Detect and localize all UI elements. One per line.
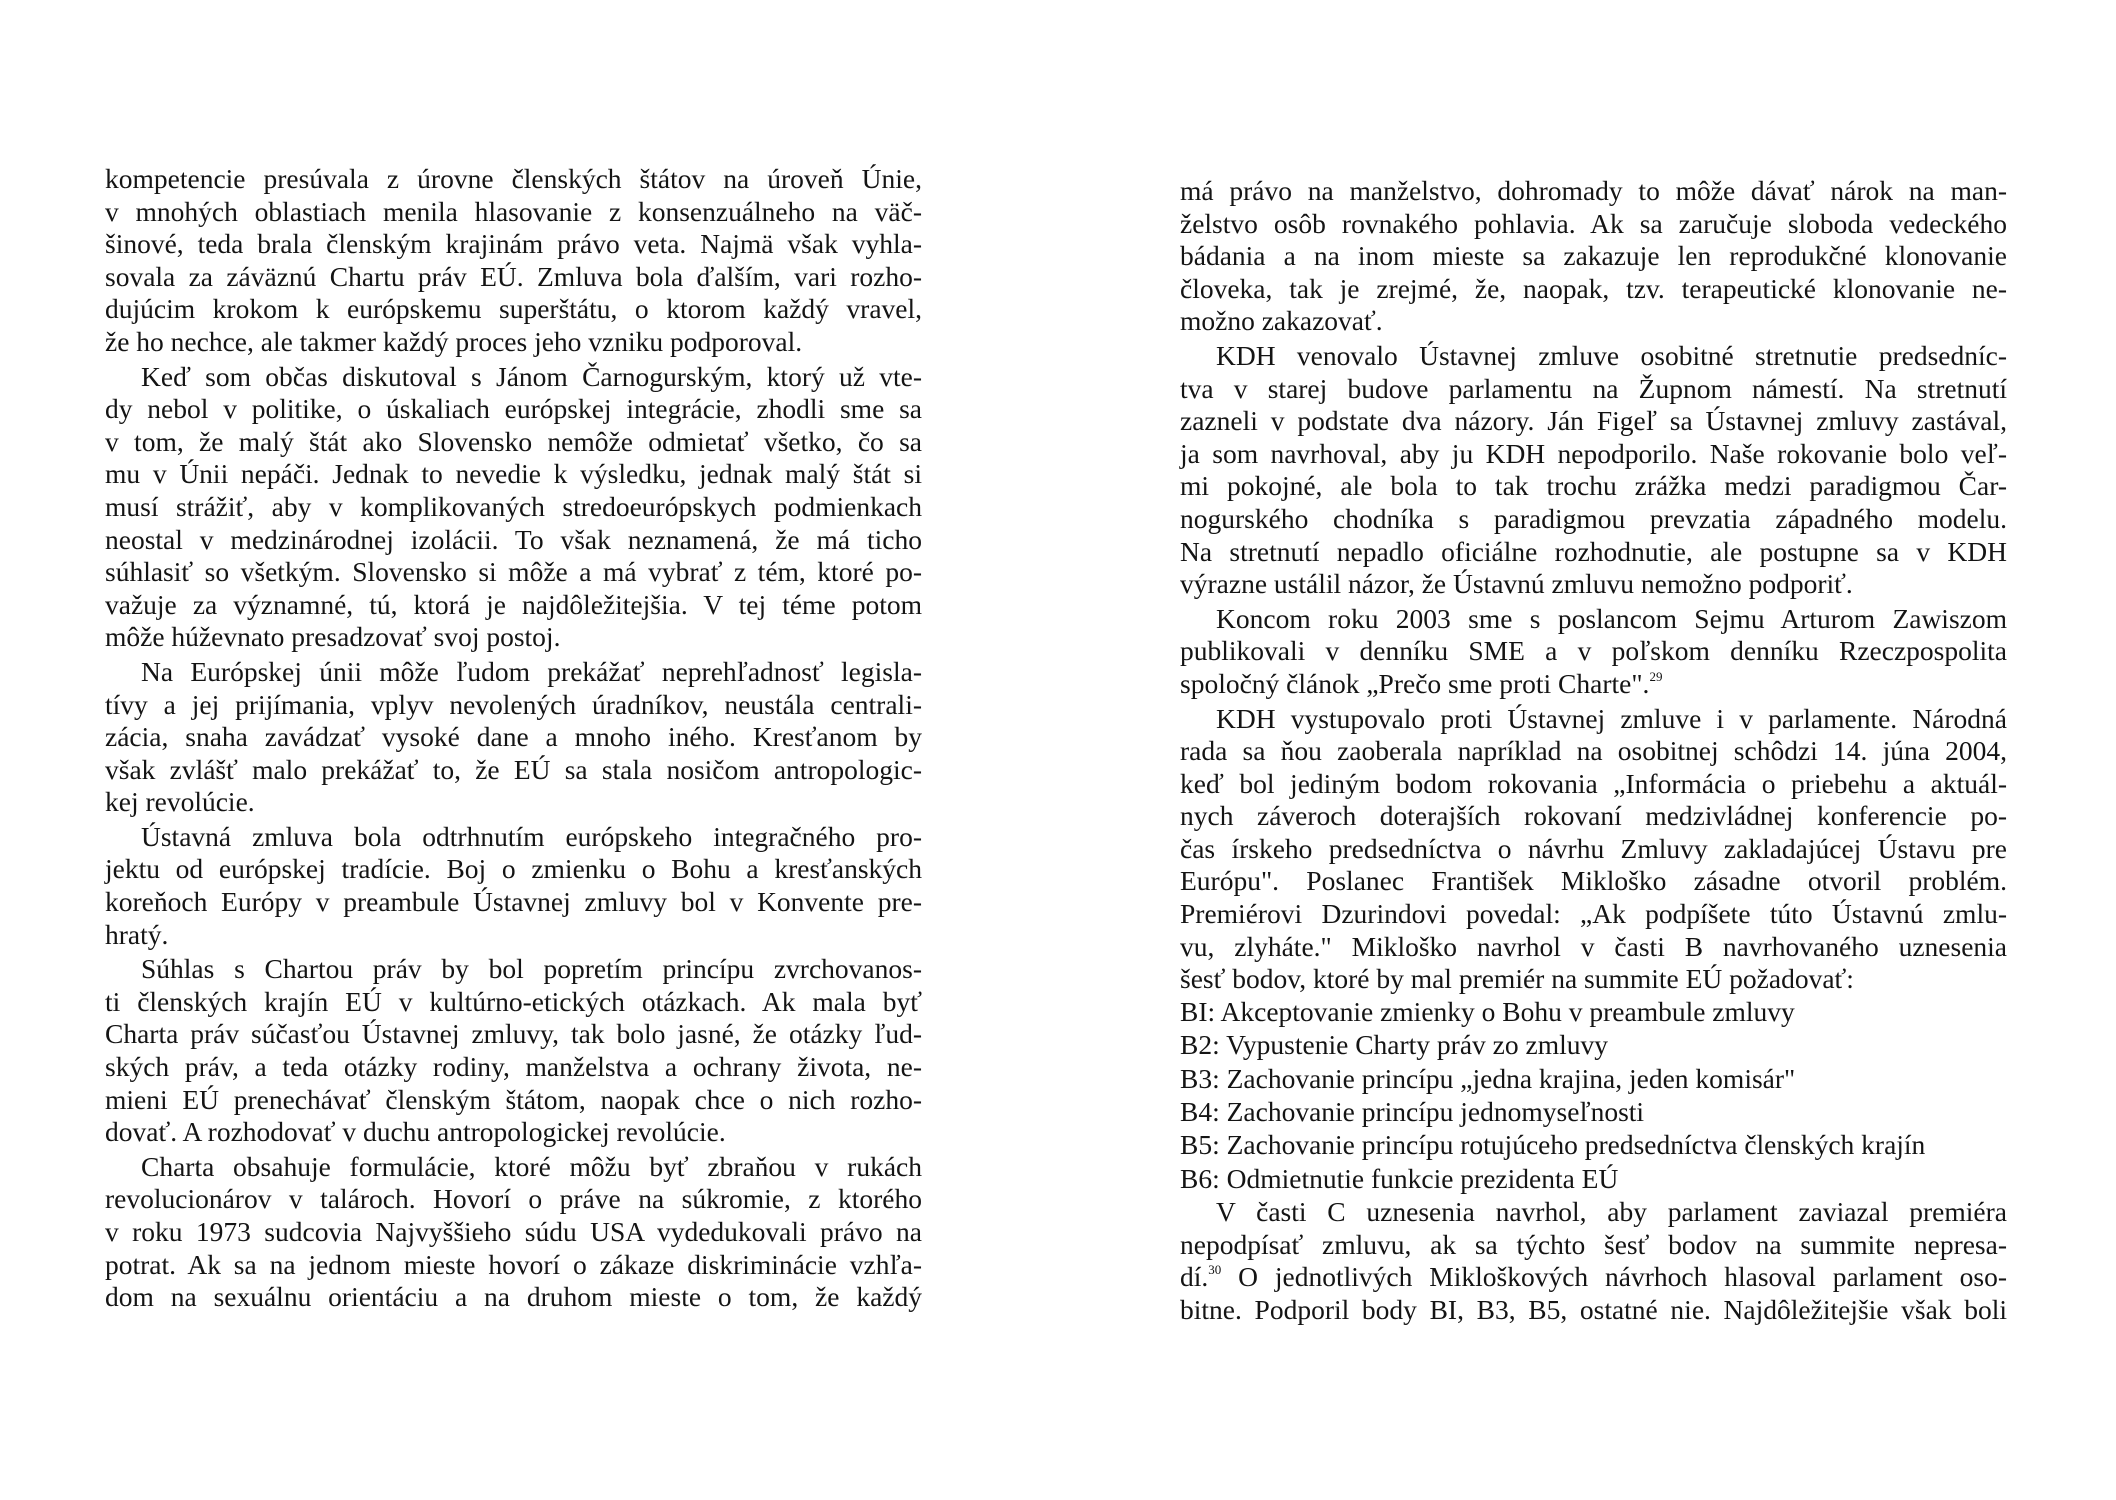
- text-line: sovala za záväznú Chartu práv EÚ. Zmluva bola ďalším, vari rozho-: [105, 260, 922, 292]
- text-line: musí strážiť, aby v komplikovaných stredoeurópskych podmienkach: [105, 490, 922, 522]
- list-item-b4: B4: Zachovanie princípu jednomyseľnosti: [1180, 1096, 1645, 1128]
- text-line: revolucionárov v talároch. Hovorí o práve na súkromie, z ktorého: [105, 1183, 922, 1215]
- text-line: dovať. A rozhodovať v duchu antropologickej revolúcie.: [105, 1116, 726, 1148]
- paragraph: [105, 1151, 922, 1314]
- text-line: však zvlášť malo prekážať to, že EÚ sa stala nosičom antropologic-: [105, 753, 922, 785]
- text-line: mieni EÚ prenechávať členským štátom, naopak chce o nich rozho-: [105, 1083, 922, 1115]
- text-line: človeka, tak je zrejmé, že, naopak, tzv. terapeutické klonovanie ne-: [1180, 272, 2007, 304]
- text-line-with-footnote: [1180, 1261, 2007, 1294]
- right-page: [1058, 0, 2116, 1500]
- text-line: súhlasiť so všetkým. Slovensko si môže a má vybrať z tém, ktoré po-: [105, 556, 922, 588]
- text-segment: dí.: [1180, 1261, 1209, 1293]
- text-line: Charta práv súčasťou Ústavnej zmluvy, tak bolo jasné, že otázky ľud-: [105, 1018, 922, 1050]
- text-segment: O jednotlivých Mikloškových návrhoch hlasoval parlament oso-: [1221, 1261, 2007, 1293]
- text-line: publikovali v denníku SME a v poľskom denníku Rzeczpospolita: [1180, 635, 2007, 667]
- paragraph: [1180, 603, 2007, 701]
- text-line: bitne. Podporil body BI, B3, B5, ostatné nie. Najdôležitejšie však boli: [1180, 1293, 2007, 1325]
- text-line: želstvo osôb rovnakého pohlavia. Ak sa zaručuje sloboda vedeckého: [1180, 207, 2007, 239]
- text-line: kompetencie presúvala z úrovne členských štátov na úroveň Únie,: [105, 163, 922, 194]
- text-line: Súhlas s Chartou práv by bol popretím princípu zvrchovanos-: [141, 953, 922, 985]
- paragraph: [1180, 175, 2007, 338]
- paragraph: [1180, 703, 2007, 996]
- list-item-b5: B5: Zachovanie princípu rotujúceho predsedníctva členských krajín: [1180, 1129, 1926, 1161]
- text-line: možno zakazovať.: [1180, 305, 1383, 337]
- text-line: neostal v medzinárodnej izolácii. To však neznamená, že má ticho: [105, 523, 922, 555]
- text-line: dom na sexuálnu orientáciu a na druhom mieste o tom, že každý: [105, 1281, 922, 1313]
- paragraph: [105, 656, 922, 819]
- text-line: ti členských krajín EÚ v kultúrno-etických otázkach. Ak mala byť: [105, 985, 922, 1017]
- text-line: Koncom roku 2003 sme s poslancom Sejmu Arturom Zawiszom: [1216, 602, 2007, 634]
- text-line: čas írskeho predsedníctva o návrhu Zmluvy zakladajúcej Ústavu pre: [1180, 832, 2007, 864]
- text-line: keď bol jediným bodom rokovania „Informácia o priebehu a aktuál-: [1180, 767, 2007, 799]
- paragraph: [105, 953, 922, 1149]
- text-line: Premiérovi Dzurindovi povedal: „Ak podpíšete túto Ústavnú zmlu-: [1180, 898, 2007, 930]
- text-line: nych záveroch doterajších rokovaní medzivládnej konferencie po-: [1180, 800, 2007, 832]
- text-line: má právo na manželstvo, dohromady to môže dávať nárok na man-: [1180, 175, 2007, 206]
- text-line: Na Európskej únii môže ľudom prekážať neprehľadnosť legisla-: [141, 655, 922, 687]
- text-line: zácia, snaha zavádzať vysoké dane a mnoho iného. Kresťanom by: [105, 721, 922, 753]
- footnote-marker[interactable]: 29: [1649, 668, 1663, 684]
- text-line: Na stretnutí nepadlo oficiálne rozhodnutie, ale postupne sa v KDH: [1180, 535, 2007, 567]
- left-page-text: [105, 163, 922, 1314]
- text-line: vu, zlyháte." Mikloško navrhol v časti B navrhovaného uznesenia: [1180, 930, 2007, 962]
- text-line: mi pokojné, ale bola to tak trochu zrážka medzi paradigmou Čar-: [1180, 470, 2007, 502]
- text-line: Európu". Poslanec František Mikloško zásadne otvoril problém.: [1180, 865, 2007, 897]
- text-line: potrat. Ak sa na jednom mieste hovorí o zákaze diskriminácie vzhľa-: [105, 1248, 922, 1280]
- paragraph: [1180, 340, 2007, 601]
- text-line: že ho nechce, ale takmer každý proces jeho vzniku podporoval.: [105, 325, 803, 357]
- demands-list: [1180, 996, 2007, 1196]
- text-line: kej revolúcie.: [105, 786, 255, 818]
- text-line-with-footnote: [1180, 668, 2007, 701]
- footnote-marker[interactable]: 30: [1208, 1262, 1222, 1278]
- text-line: šesť bodov, ktoré by mal premiér na summite EÚ požadovať:: [1180, 963, 1854, 995]
- paragraph: [105, 821, 922, 951]
- text-line: jektu od európskej tradície. Boj o zmienku o Bohu a kresťanských: [105, 853, 922, 885]
- paragraph: [1180, 1196, 2007, 1326]
- right-page-text: [1180, 175, 2007, 1327]
- text-line: hratý.: [105, 918, 169, 950]
- text-line: važuje za významné, tú, ktorá je najdôležitejšia. V tej téme potom: [105, 588, 922, 620]
- text-line: dy nebol v politike, o úskaliach európskej integrácie, zhodli sme sa: [105, 393, 922, 425]
- text-line: zazneli v podstate dva názory. Ján Figeľ sa Ústavnej zmluvy zastával,: [1180, 405, 2007, 437]
- text-line: Ústavná zmluva bola odtrhnutím európskeho integračného pro-: [141, 820, 922, 852]
- text-line: nogurského chodníka s paradigmou prevzatia západného modelu.: [1180, 502, 2007, 534]
- paragraph: [105, 361, 922, 654]
- text-line: V časti C uznesenia navrhol, aby parlament zaviazal premiéra: [1216, 1196, 2007, 1228]
- text-line: ských práv, a teda otázky rodiny, manželstva a ochrany života, ne-: [105, 1051, 922, 1083]
- list-item-b3: B3: Zachovanie princípu „jedna krajina, jeden komisár": [1180, 1062, 1796, 1094]
- text-line: tívy a jej prijímania, vplyv nevolených úradníkov, neustála centrali-: [105, 688, 922, 720]
- text-line: ja som navrhoval, aby ju KDH nepodporilo. Naše rokovanie bolo veľ-: [1180, 437, 2007, 469]
- text-line: v mnohých oblastiach menila hlasovanie z konsenzuálneho na väč-: [105, 195, 922, 227]
- text-line: šinové, teda brala členským krajinám právo veta. Najmä však vyhla-: [105, 228, 922, 260]
- text-line: Keď som občas diskutoval s Jánom Čarnogurským, ktorý už vte-: [141, 360, 922, 392]
- text-line: koreňoch Európy v preambule Ústavnej zmluvy bol v Konvente pre-: [105, 886, 922, 918]
- text-line: môže húževnato presadzovať svoj postoj.: [105, 621, 561, 653]
- text-line: Charta obsahuje formulácie, ktoré môžu byť zbraňou v rukách: [141, 1150, 922, 1182]
- text-line: dujúcim krokom k európskemu superštátu, o ktorom každý vravel,: [105, 293, 922, 325]
- text-line: KDH vystupovalo proti Ústavnej zmluve i v parlamente. Národná: [1216, 702, 2007, 734]
- text-line: výrazne ustálil názor, že Ústavnú zmluvu nemožno podporiť.: [1180, 568, 1853, 600]
- list-item-b6: B6: Odmietnutie funkcie prezidenta EÚ: [1180, 1162, 1619, 1194]
- text-line: rada sa ňou zaoberala napríklad na osobitnej schôdzi 14. júna 2004,: [1180, 735, 2007, 767]
- list-item-b2: B2: Vypustenie Charty práv zo zmluvy: [1180, 1029, 1608, 1061]
- text-line: v roku 1973 sudcovia Najvyššieho súdu USA vydedukovali právo na: [105, 1216, 922, 1247]
- list-item-b1: BI: Akceptovanie zmienky o Bohu v preambule zmluvy: [1180, 995, 1795, 1027]
- text-line: bádania a na inom mieste sa zakazuje len reprodukčné klonovanie: [1180, 240, 2007, 272]
- text-line: mu v Únii nepáči. Jednak to nevedie k výsledku, jednak malý štát si: [105, 458, 922, 490]
- text-line: nepodpísať zmluvu, ak sa týchto šesť bodov na summite nepresa-: [1180, 1228, 2007, 1260]
- text-line: v tom, že malý štát ako Slovensko nemôže odmietať všetko, čo sa: [105, 425, 922, 457]
- text-segment: spoločný článok „Prečo sme proti Charte".: [1180, 667, 1650, 699]
- text-line: KDH venovalo Ústavnej zmluve osobitné stretnutie predsedníc-: [1216, 339, 2007, 371]
- paragraph: [105, 163, 922, 359]
- text-line: tva v starej budove parlamentu na Župnom námestí. Na stretnutí: [1180, 372, 2007, 404]
